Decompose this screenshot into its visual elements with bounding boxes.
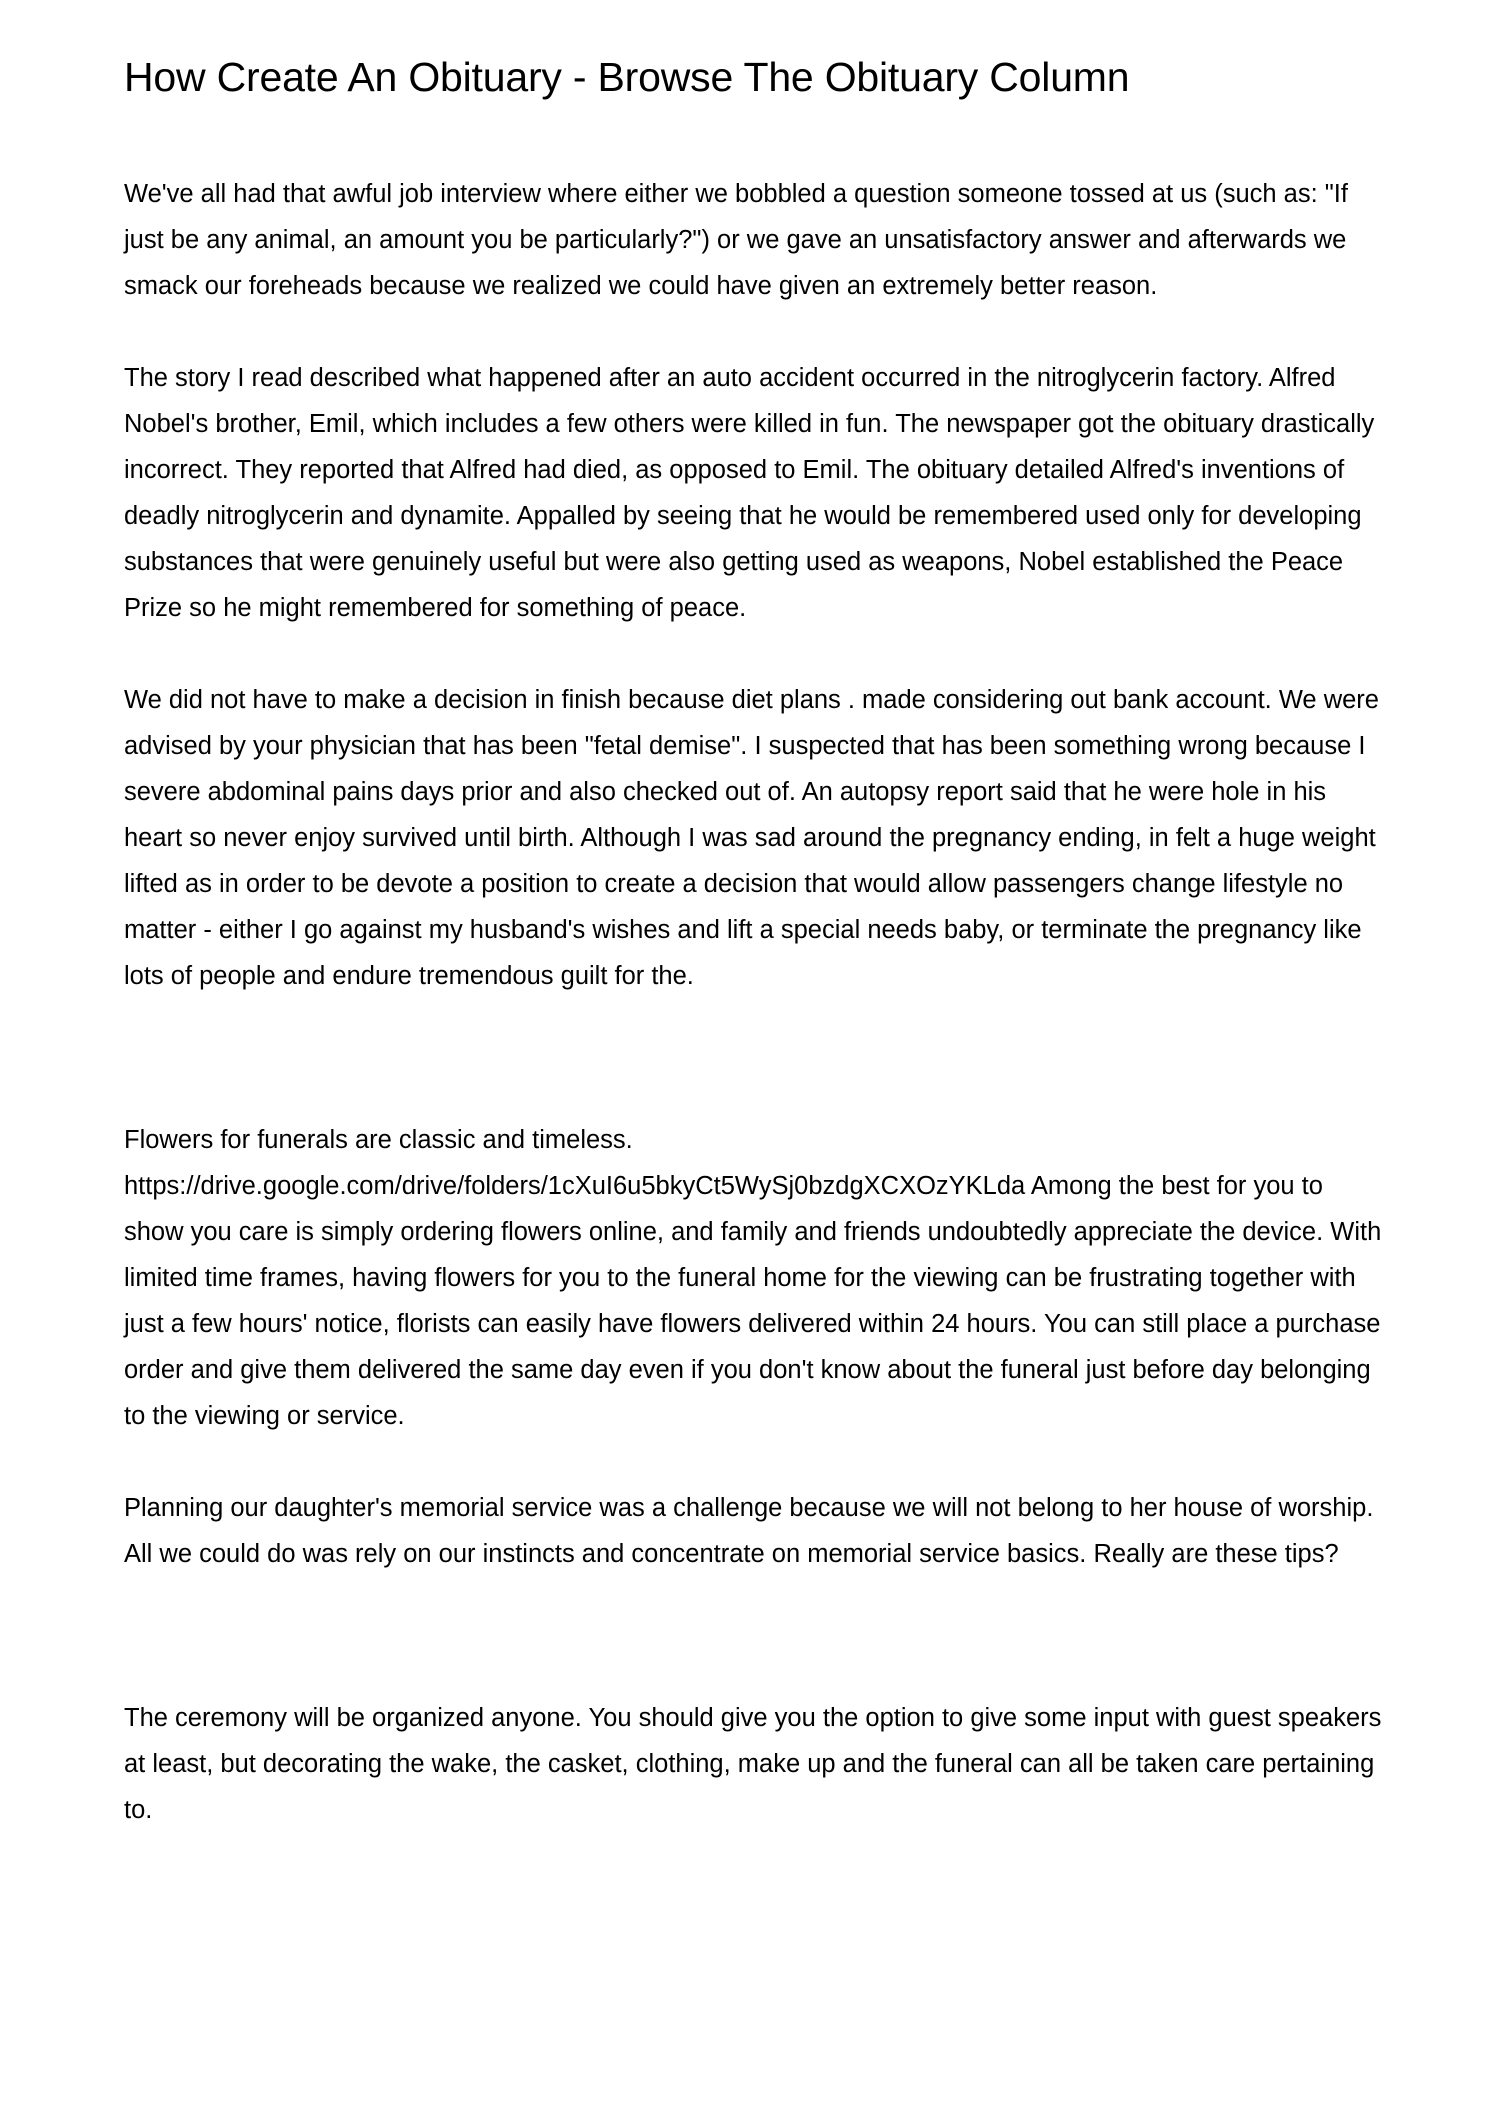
paragraph-gap-2	[124, 631, 1382, 677]
paragraph-memorial-planning: Planning our daughter's memorial service was a challenge because we will not belong to her house of worship. All we could do was rely on our instincts and concentrate on memorial service basics. Really are these tips?	[124, 1494, 1374, 1569]
document-content	[124, 0, 1382, 1833]
paragraph-gap-5	[124, 1577, 1382, 1695]
flowers-body-text: Among the best for you to show you care is simply ordering flowers online, and family and friends undoubtedly appreciate the device. With limited time frames, having flowers for you to the funeral home for the viewing can be frustrating together with just a few hours' notice, florists can easily have flowers delivered within 24 hours. You can still place a purchase order and give them delivered the same day even if you don't know about the funeral just before day belonging to the viewing or service.	[124, 1172, 1382, 1431]
google-drive-folder-link[interactable]: https://drive.google.com/drive/folders/1cXuI6u5bkyCt5WySj0bzdgXCXOzYKLda	[124, 1172, 1026, 1201]
spacer-after-title	[124, 103, 1382, 171]
paragraph-intro: We've all had that awful job interview where either we bobbled a question someone tossed at us (such as: "If just be any animal, an amount you be particularly?") or we gave an unsatisfactory answer and afterwards we smack our foreheads because we realized we could have given an extremely better reason.	[124, 180, 1348, 301]
paragraph-gap-4	[124, 1439, 1382, 1485]
page-title: How Create An Obituary - Browse The Obituary Column	[124, 54, 1130, 100]
paragraph-flowers	[124, 1117, 1382, 1439]
paragraph-nobel-story: The story I read described what happened after an auto accident occurred in the nitroglycerin factory. Alfred Nobel's brother, Emil, which includes a few others were killed in fun. The newspaper got the obituary drastically incorrect. They reported that Alfred had died, as opposed to Emil. The obituary detailed Alfred's inventions of deadly nitroglycerin and dynamite. Appalled by seeing that he would be remembered used only for developing substances that were genuinely useful but were also getting used as weapons, Nobel established the Peace Prize so he might remembered for something of peace.	[124, 364, 1375, 623]
paragraph-gap-3	[124, 999, 1382, 1117]
paragraph-ceremony: The ceremony will be organized anyone. You should give you the option to give some input with guest speakers at least, but decorating the wake, the casket, clothing, make up and the funeral can all be taken care pertaining to.	[124, 1704, 1382, 1825]
paragraph-personal-account: We did not have to make a decision in finish because diet plans . made considering out bank account. We were advised by your physician that has been "fetal demise". I suspected that has been something wrong because I severe abdominal pains days prior and also checked out of. An autopsy report said that he were hole in his heart so never enjoy survived until birth. Although I was sad around the pregnancy ending, in felt a huge weight lifted as in order to be devote a position to create a decision that would allow passengers change lifestyle no matter - either I go against my husband's wishes and lift a special needs baby, or terminate the pregnancy like lots of people and endure tremendous guilt for the.	[124, 686, 1379, 991]
flowers-lead-text: Flowers for funerals are classic and timeless.	[124, 1126, 633, 1155]
paragraph-gap-1	[124, 309, 1382, 355]
